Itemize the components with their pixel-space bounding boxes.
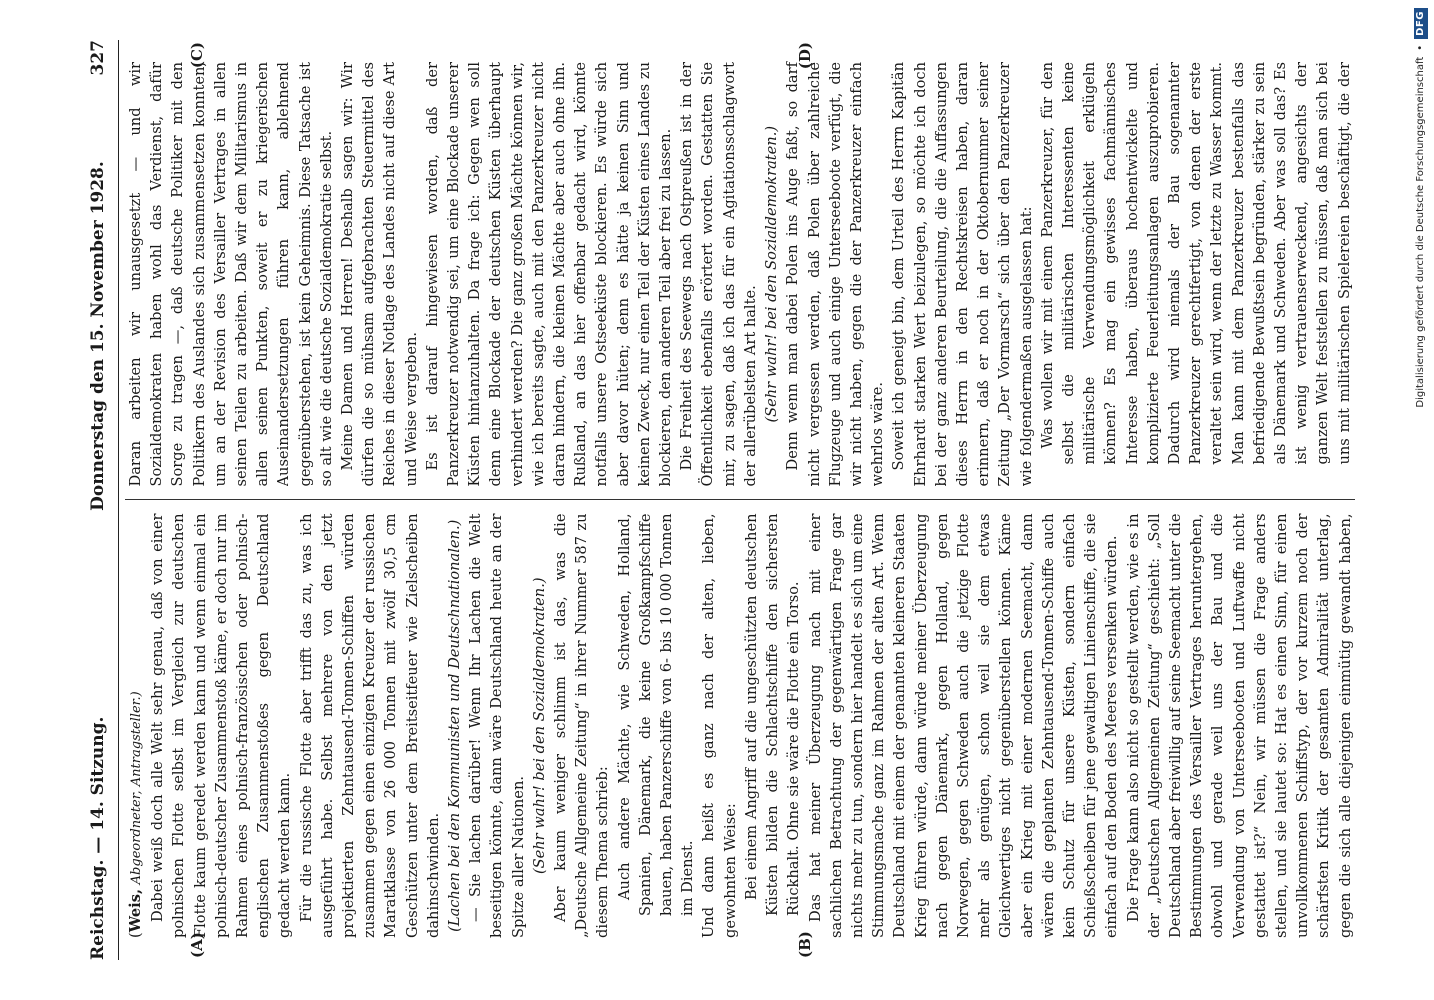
interjection: (Sehr wahr! bei den Sozialdemokraten.) <box>763 125 781 423</box>
margin-marker-b: (B) <box>796 931 814 958</box>
right-column <box>125 40 1355 487</box>
paragraph: Meine Damen und Herren! Deshalb sagen wir: Wir dürfen die so mühsam aufgebrachten Steuermittel des Reiches in dieser Notlage des Landes nicht auf diese Art und Weise vergeben. <box>339 62 420 487</box>
page-number: 327 <box>88 40 108 76</box>
paragraph: Denn wenn man dabei Polen ins Auge faßt, so darf nicht vergessen werden, daß Polen über zahlreiche Flugzeuge und auch einige Unterseeboote verfügt, die wir nicht haben, gegen die der Panzerkreuzer einfach wehrlos wäre. <box>784 62 887 487</box>
header-rule <box>118 40 119 960</box>
left-column <box>125 514 1355 961</box>
speaker-role: Abgeordneter, Antragsteller.) <box>129 691 144 885</box>
interjection: (Lachen bei den Kommunisten und Deutschnationalen.) <box>446 519 464 932</box>
rotated-document-page <box>60 0 1400 1000</box>
dfg-notice-text: Digitalisierung gefördert durch die Deutsche Forschungsgemeinschaft <box>1415 56 1426 408</box>
paragraph: Soweit ich geneigt bin, dem Urteil des Herrn Kapitän Ehrhardt starken Wert beizulegen, so möchte ich doch bei der ganz anderen Beurteilung, die die Auffassungen dieses Herrn in den Rechtskreisen haben, daran erinnern, daß er noch in der Oktobernummer seiner Zeitung „Der Vormarsch“ sich über den Panzerkreuzer wie folgendermaßen ausgelassen hat: <box>890 62 1035 487</box>
paragraph: Das hat meiner Überzeugung nach mit einer sachlichen Betrachtung der gegenwärtigen Frage gar nichts mehr zu tun, sondern hier handelt es sich um eine Stimmungsmache ganz im Rahmen der alten Art. Wenn Deutschland mit einem der genannten kleineren Staaten Krieg führen würde, dann würde meiner Überzeugung nach gegen Dänemark, gegen Holland, gegen Norwegen, gegen Schweden auch die jetzige Flotte mehr als genügen, schon weil sie dem etwas Gleichwertiges nicht gegenüberstellen können. Käme aber ein Krieg mit einer modernen Seemacht, dann wären die geplanten Zehntausend-Tonnen-Schiffe auch kein Schutz für unsere Küsten, sondern einfach Schießscheiben für jene gewaltigen Linienschiffe, die sie einfach auf den Boden des Meeres versenken würden. <box>806 513 1121 938</box>
text-columns <box>125 40 1355 960</box>
page-header <box>88 40 116 960</box>
paragraph: Es ist darauf hingewiesen worden, daß der Panzerkreuzer notwendig sei, um eine Blockade unserer Küsten hintanzuhalten. Da frage ich: Gegen wen soll denn eine Blockade der deutschen Küsten überhaupt verhindert werden? Die ganz großen Mächte können wir, wie ich bereits sagte, auch mit den Panzerkreuzer nicht daran hindern, die kleinen Mächte aber auch ohne ihn. Rußland, an das hier offenbar gedacht wird, könnte notfalls unsere Ostseeküste blockieren. Es würde sich aber davor hüten; denn es hätte ja keinen Sinn und keinen Zweck, nur einen Teil der Küsten eines Landes zu blockieren, den anderen Teil aber frei zu lassen. <box>423 62 675 487</box>
paragraph: Für die russische Flotte aber trifft das zu, was ich ausgeführt habe. Selbst mehrere von den jetzt projektierten Zehntausend-Tonnen-Schiffen würden zusammen gegen einen einzigen Kreuzer der russischen Maratklasse von 26 000 Tonnen mit zwölf 30,5 cm Geschützen unter dem Breitseitfeuer wie Zielscheiben dahinschwinden. <box>297 513 442 938</box>
margin-marker-d: (D) <box>796 42 814 70</box>
paragraph: Und dann heißt es ganz nach der alten, lieben, gewohnten Weise: <box>700 513 739 938</box>
dfg-notice: Digitalisierung gefördert durch die Deutsche Forschungsgemeinschaft • DFG <box>1408 0 1434 1000</box>
quotation: Auch andere Mächte, wie Schweden, Holland, Spanien, Dänemark, die keine Großkampfschiffe bauen, haben Panzerschiffe von 6- bis 10 000 Tonnen im Dienst. <box>615 513 697 916</box>
quotation: Bei einem Angriff auf die ungeschützten deutschen Küsten bilden die Schlachtschiffe den sichersten Rückhalt. Ohne sie wäre die Flotte ein Torso. <box>742 513 803 916</box>
dfg-logo: DFG <box>1414 8 1428 39</box>
paragraph: — Sie lachen darüber! Wenn Ihr Lachen die Welt beseitigen könnte, dann wäre Deutschland heute an der Spitze aller Nationen. <box>467 513 527 938</box>
paragraph: Aber kaum weniger schlimm ist das, was die „Deutsche Allgemeine Zeitung“ in ihrer Nummer 587 zu diesem Thema schrieb: <box>552 513 612 938</box>
column-divider <box>125 500 1355 501</box>
speaker-line: (Weis, Abgeordneter, Antragsteller.) <box>127 691 144 938</box>
paragraph: Die Frage kann also nicht so gestellt werden, wie es in der „Deutschen Allgemeinen Zeitung“ geschieht: „Soll Deutschland aber freiwillig auf seine Seemacht unter die Bestimmungen des Versailler Vertrages heruntergehen, obwohl und gerade weil uns der Bau und die Verwendung von Unterseebooten und Luftwaffe nicht gestattet ist?“ Nein, wir müssen die Frage anders stellen, und sie lautet so: Hat es einen Sinn, für einen unvollkommenen Schiffstyp, der vor kurzem noch der schärfsten Kritik der gesamten Admiralität unterlag, gegen die sich alle diejenigen einmütig gewandt haben, <box>1124 513 1354 938</box>
header-date: Donnerstag den 15. November 1928. <box>88 161 108 511</box>
margin-marker-a: (A) <box>188 932 206 958</box>
margin-marker-c: (C) <box>188 42 206 69</box>
speaker-name: Weis, <box>127 888 144 933</box>
interjection: (Sehr wahr! bei den Sozialdemokraten.) <box>530 577 548 875</box>
header-left: Reichstag. — 14. Sitzung. <box>88 716 108 960</box>
paragraph: Die Freiheit des Seewegs nach Ostpreußen ist in der Öffentlichkeit ebenfalls erörtert worden. Gestatten Sie mir, zu sagen, daß ich das für ein Agitationsschlagwort der allerübelsten Art halte. <box>678 62 759 487</box>
dfg-sidebar <box>1408 0 1434 1000</box>
paragraph: Daran arbeiten wir unausgesetzt — und wir Sozialdemokraten haben wohl das Verdienst, dafür Sorge zu tragen —, daß deutsche Politiker mit den Politikern des Auslandes sich zusammensetzen konnten, um an der Revision des Versailler Vertrages in allen seinen Teilen zu arbeiten. Daß wir dem Militarismus in allen seinen Punkten, soweit er zu kriegerischen Auseinandersetzungen führen kann, ablehnend gegenüberstehen, ist kein Geheimnis. Diese Tatsache ist so alt wie die deutsche Sozialdemokratie selbst. <box>127 62 335 487</box>
quotation: Was wollen wir mit einem Panzerkreuzer, für den selbst die militärischen Interessenten keine militärische Verwendungsmöglichkeit erklügeln können? Es mag ein gewisses fachmännisches Interesse haben, überaus hochentwickelte und komplizierte Feuerleitungsanlagen auszuprobieren. Dadurch wird niemals der Bau sogenannter Panzerkreuzer gerechtfertigt, von denen der erste veraltet sein wird, wenn der letzte zu Wasser kommt. Man kann mit dem Panzerkreuzer bestenfalls das befriedigende Bewußtsein begründen, stärker zu sein als Dänemark und Schweden. Aber was soll das? Es ist wenig vertrauenserweckend, angesichts der ganzen Welt feststellen zu müssen, daß man sich bei uns mit militärischen Spielereien beschäftigt, die der <box>1038 62 1353 465</box>
paragraph: Dabei weiß doch alle Welt sehr genau, daß von einer polnischen Flotte selbst im Vergleich zur deutschen Flotte kaum geredet werden kann und wenn einmal ein polnisch-deutscher Zusammenstoß käme, er doch nur im Rahmen eines polnisch-französischen oder polnisch-englischen Zusammenstoßes gegen Deutschland gedacht werden kann. <box>149 513 294 938</box>
